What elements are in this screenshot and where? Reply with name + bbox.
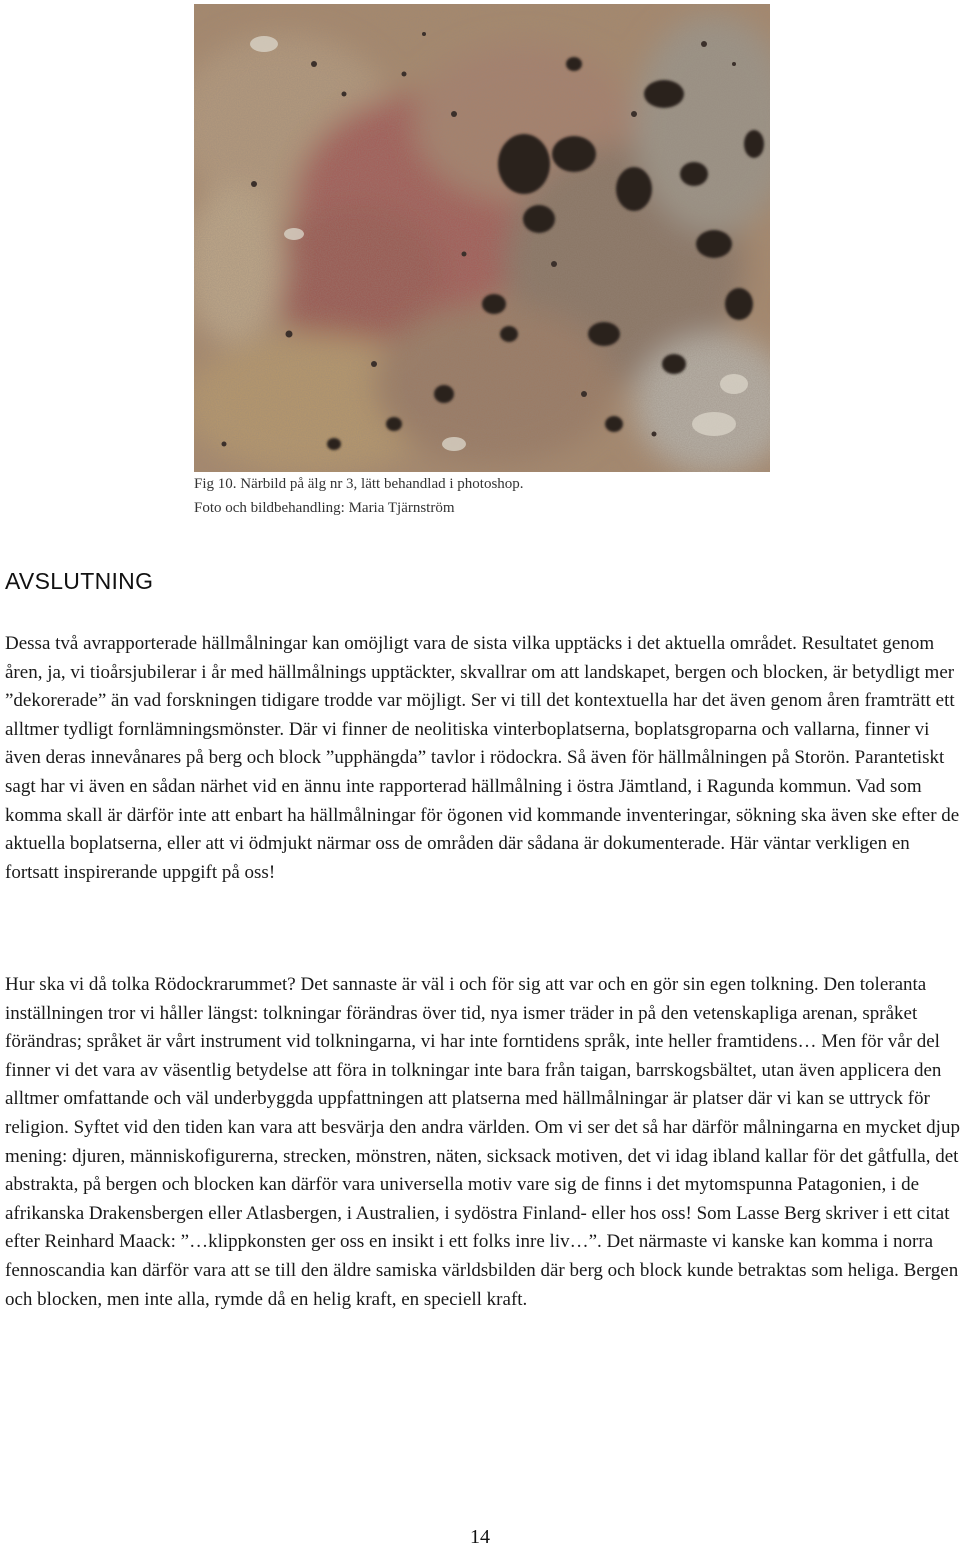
- rock-painting-photo: [194, 4, 770, 472]
- figure-caption: [194, 472, 524, 520]
- page-number: 14: [470, 1526, 490, 1548]
- paragraph-2: Hur ska vi då tolka Rödockrarummet? Det sannaste är väl i och för sig att var och en gör sin egen tolkning. Den toleranta inställningen tror vi håller längst: tolkningar förändras över tid, nya ismer träder in på den vetenskapliga arenan, språket förändras; språket är vårt instrument vid tolkningarna, vi har inte forntidens språk, inte heller framtidens… Men för vår del finner vi det vara av väsentlig betydelse att föra in tolkningar inte bara från taigan, barrskogsbältet, utan även applicera den alltmer omfattande och väl underbyggda uppfattningen att platserna med hällmålningar är platser där vi kan se uttryck för religion. Syftet vid den tiden kan vara att besvärja den andra världen. Om vi ser det så har därför målningarna en mycket djup mening: djuren, människofigurerna, strecken, mönstren, näten, sicksack motiven, det vi idag ibland kallar för det gåtfulla, det abstrakta, på bergen och blocken kan därför vara universella motiv vare sig de finns i det mytomspunna Patagonien, i de afrikanska Drakensbergen eller Atlasbergen, i Australien, i sydöstra Finland- eller hos oss! Som Lasse Berg skriver i ett citat efter Reinhard Maack: ”…klippkonsten ger oss en insikt i ett folks inre liv…”. Det närmaste vi kanske kan komma i norra fennoscandia kan därför vara att se till den äldre samiska världsbilden där berg och block kunde betraktas som heliga. Bergen och blocken, men inte alla, rymde då en helig kraft, en speciell kraft.: [5, 974, 960, 1310]
- caption-line-2: Foto och bildbehandling: Maria Tjärnström: [194, 500, 455, 516]
- paragraph-1: Dessa två avrapporterade hällmålningar kan omöjligt vara de sista vilka upptäcks i det aktuella området. Resultatet genom åren, ja, vi tioårsjubilerar i år med hällmålnings upptäckter, skvallrar om att landskapet, bergen och blocken, är betydligt mer ”dekorerade” än vad forskningen tidigare trodde var möjligt. Ser vi till det kontextuella har det även genom åren framträtt ett alltmer tydligt fornlämningsmönster. Där vi finner de neolitiska vinterboplatserna, boplatsgroparna och vallarna, finner vi även deras innevånares på berg och block ”upphängda” tavlor i rödockra. Så även för hällmålningen på Storön. Parantetiskt sagt har vi även en sådan närhet vid en ännu inte rapporterad hällmålning i östra Jämtland, i Ragunda kommun. Vad som komma skall är därför inte att enbart ha hällmålningar för ögonen vid kommande inventeringar, sökning ska även ske efter de aktuella boplatserna, eller att vi ödmjukt närmar oss de områden där sådana är dokumenterade. Här väntar verkligen en fortsatt inspirerande uppgift på oss!: [5, 633, 960, 883]
- caption-line-1: Fig 10. Närbild på älg nr 3, lätt behandlad i photoshop.: [194, 476, 524, 492]
- lichen-rock-image: [194, 4, 770, 472]
- section-heading: AVSLUTNING: [5, 568, 154, 594]
